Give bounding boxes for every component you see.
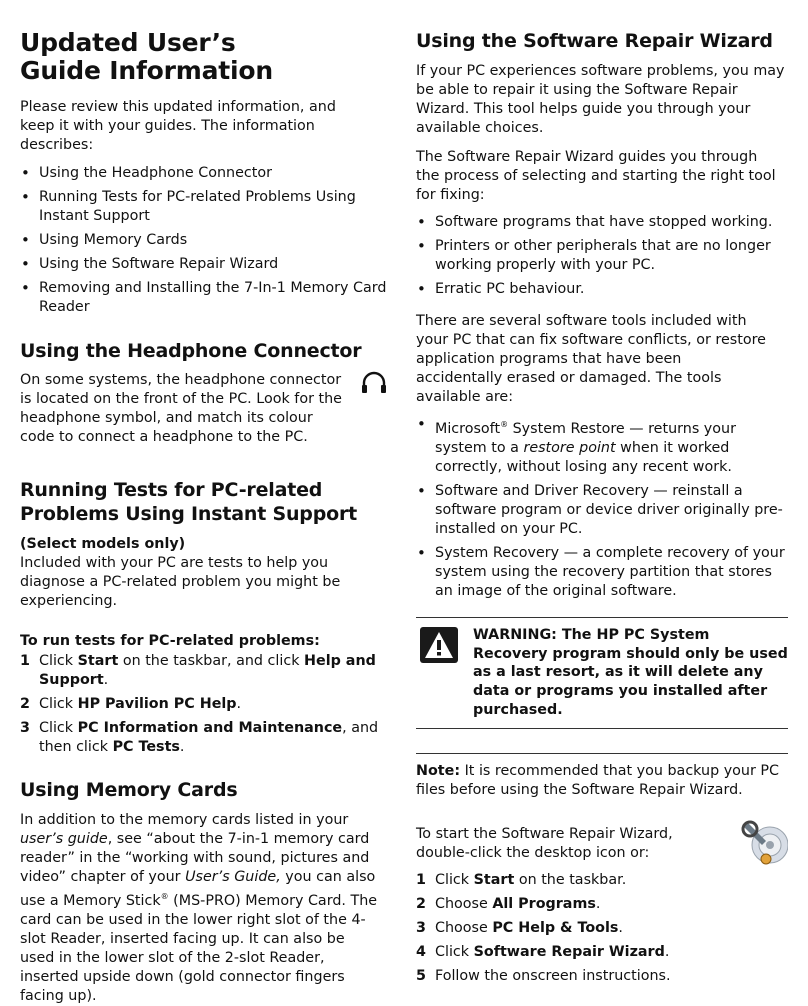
- list-item: • Microsoft® System Restore — returns your system to a restore point when it worked correctly, without losing any recent work.: [416, 415, 788, 477]
- headphone-text: On some systems, the headphone connector is located on the front of the PC. Look for the headphone symbol, and match its colour code to connect a headphone to the PC.: [20, 372, 342, 445]
- list-item: 5 Follow the onscreen instructions.: [416, 967, 671, 984]
- memory-text: In addition to the memory cards listed in your user’s guide, see “about the 7-in-1 memory card reader” in the “working with sound, pictures and video” chapter of your User’s Guide, you can also use a Memory Stick® (MS-PRO) Memory Card. The card can be used in the lower right slot of the 4-slot Reader, inserted facing up. It can also be used in the lower slot of the 2-slot Reader, inserted upside down (gold connector fingers facing up).: [20, 812, 378, 1004]
- list-item: 3 Click PC Information and Maintenance, and then click PC Tests.: [20, 720, 379, 755]
- memory-heading: Using Memory Cards: [20, 779, 238, 801]
- list-item: 4 Click Software Repair Wizard.: [416, 943, 670, 960]
- wizard-heading: Using the Software Repair Wizard: [416, 30, 773, 52]
- warning-triangle-icon: [420, 627, 458, 663]
- intro-text: Please review this updated information, and keep it with your guides. The information describes:: [20, 99, 336, 153]
- list-item: 1 Click Start on the taskbar.: [416, 871, 627, 888]
- start-text: To start the Software Repair Wizard, double-click the desktop icon or:: [416, 825, 673, 861]
- list-item: • Using the Headphone Connector: [20, 164, 392, 183]
- tests-subheading: To run tests for PC-related problems:: [20, 633, 320, 649]
- wizard-steps: [416, 871, 788, 986]
- list-item: • System Recovery — a complete recovery of your system using the recovery partition that stores an image of the original software.: [416, 544, 788, 601]
- left-column: [20, 0, 392, 1006]
- note: Note: It is recommended that you backup your PC files before using the Software Repair Wizard.: [416, 762, 779, 798]
- fix-list: [416, 213, 788, 299]
- list-item: • Using Memory Cards: [20, 231, 392, 250]
- software-repair-wizard-icon: [740, 817, 788, 869]
- headphone-section: [20, 371, 392, 447]
- topics-list: [20, 164, 392, 317]
- tests-heading: Running Tests for PC-related Problems Using Instant Support: [20, 479, 358, 525]
- divider: [416, 753, 788, 754]
- headphone-icon: [360, 371, 388, 395]
- wizard-p3: There are several software tools included with your PC that can fix software conflicts, or restore application programs that have been accidentally erased or damaged. The tools available are:: [416, 313, 766, 405]
- wizard-p1: If your PC experiences software problems, you may be able to repair it using the Software Repair Wizard. This tool helps guide you through your available choices.: [416, 63, 785, 136]
- headphone-heading: Using the Headphone Connector: [20, 340, 362, 362]
- select-models: (Select models only): [20, 536, 186, 552]
- list-item: • Erratic PC behaviour.: [416, 280, 788, 299]
- start-section: [416, 825, 788, 986]
- list-item: • Printers or other peripherals that are no longer working properly with your PC.: [416, 237, 788, 275]
- list-item: • Software and Driver Recovery — reinstall a software program or device driver originally pre-installed on your PC.: [416, 482, 788, 539]
- tools-list: [416, 415, 788, 601]
- list-item: • Removing and Installing the 7-In-1 Memory Card Reader: [20, 279, 392, 317]
- list-item: 2 Click HP Pavilion PC Help.: [20, 696, 242, 712]
- warning-text: WARNING: The HP PC System Recovery program should only be used as a last resort, as it will delete any data or programs you installed after purchased.: [473, 626, 788, 718]
- list-item: • Software programs that have stopped working.: [416, 213, 788, 232]
- tests-text: Included with your PC are tests to help you diagnose a PC-related problem you might be experiencing.: [20, 555, 341, 609]
- warning-box: [416, 617, 788, 729]
- list-item: • Running Tests for PC-related Problems Using Instant Support: [20, 188, 392, 226]
- list-item: 3 Choose PC Help & Tools.: [416, 919, 623, 936]
- wizard-p2: The Software Repair Wizard guides you through the process of selecting and starting the right tool for fixing:: [416, 149, 776, 203]
- page-title: Updated User’s Guide Information: [20, 28, 273, 85]
- list-item: 2 Choose All Programs.: [416, 895, 601, 912]
- list-item: 1 Click Start on the taskbar, and click Help and Support.: [20, 653, 376, 688]
- tests-steps: [20, 652, 392, 757]
- right-column: [416, 0, 788, 991]
- list-item: • Using the Software Repair Wizard: [20, 255, 392, 274]
